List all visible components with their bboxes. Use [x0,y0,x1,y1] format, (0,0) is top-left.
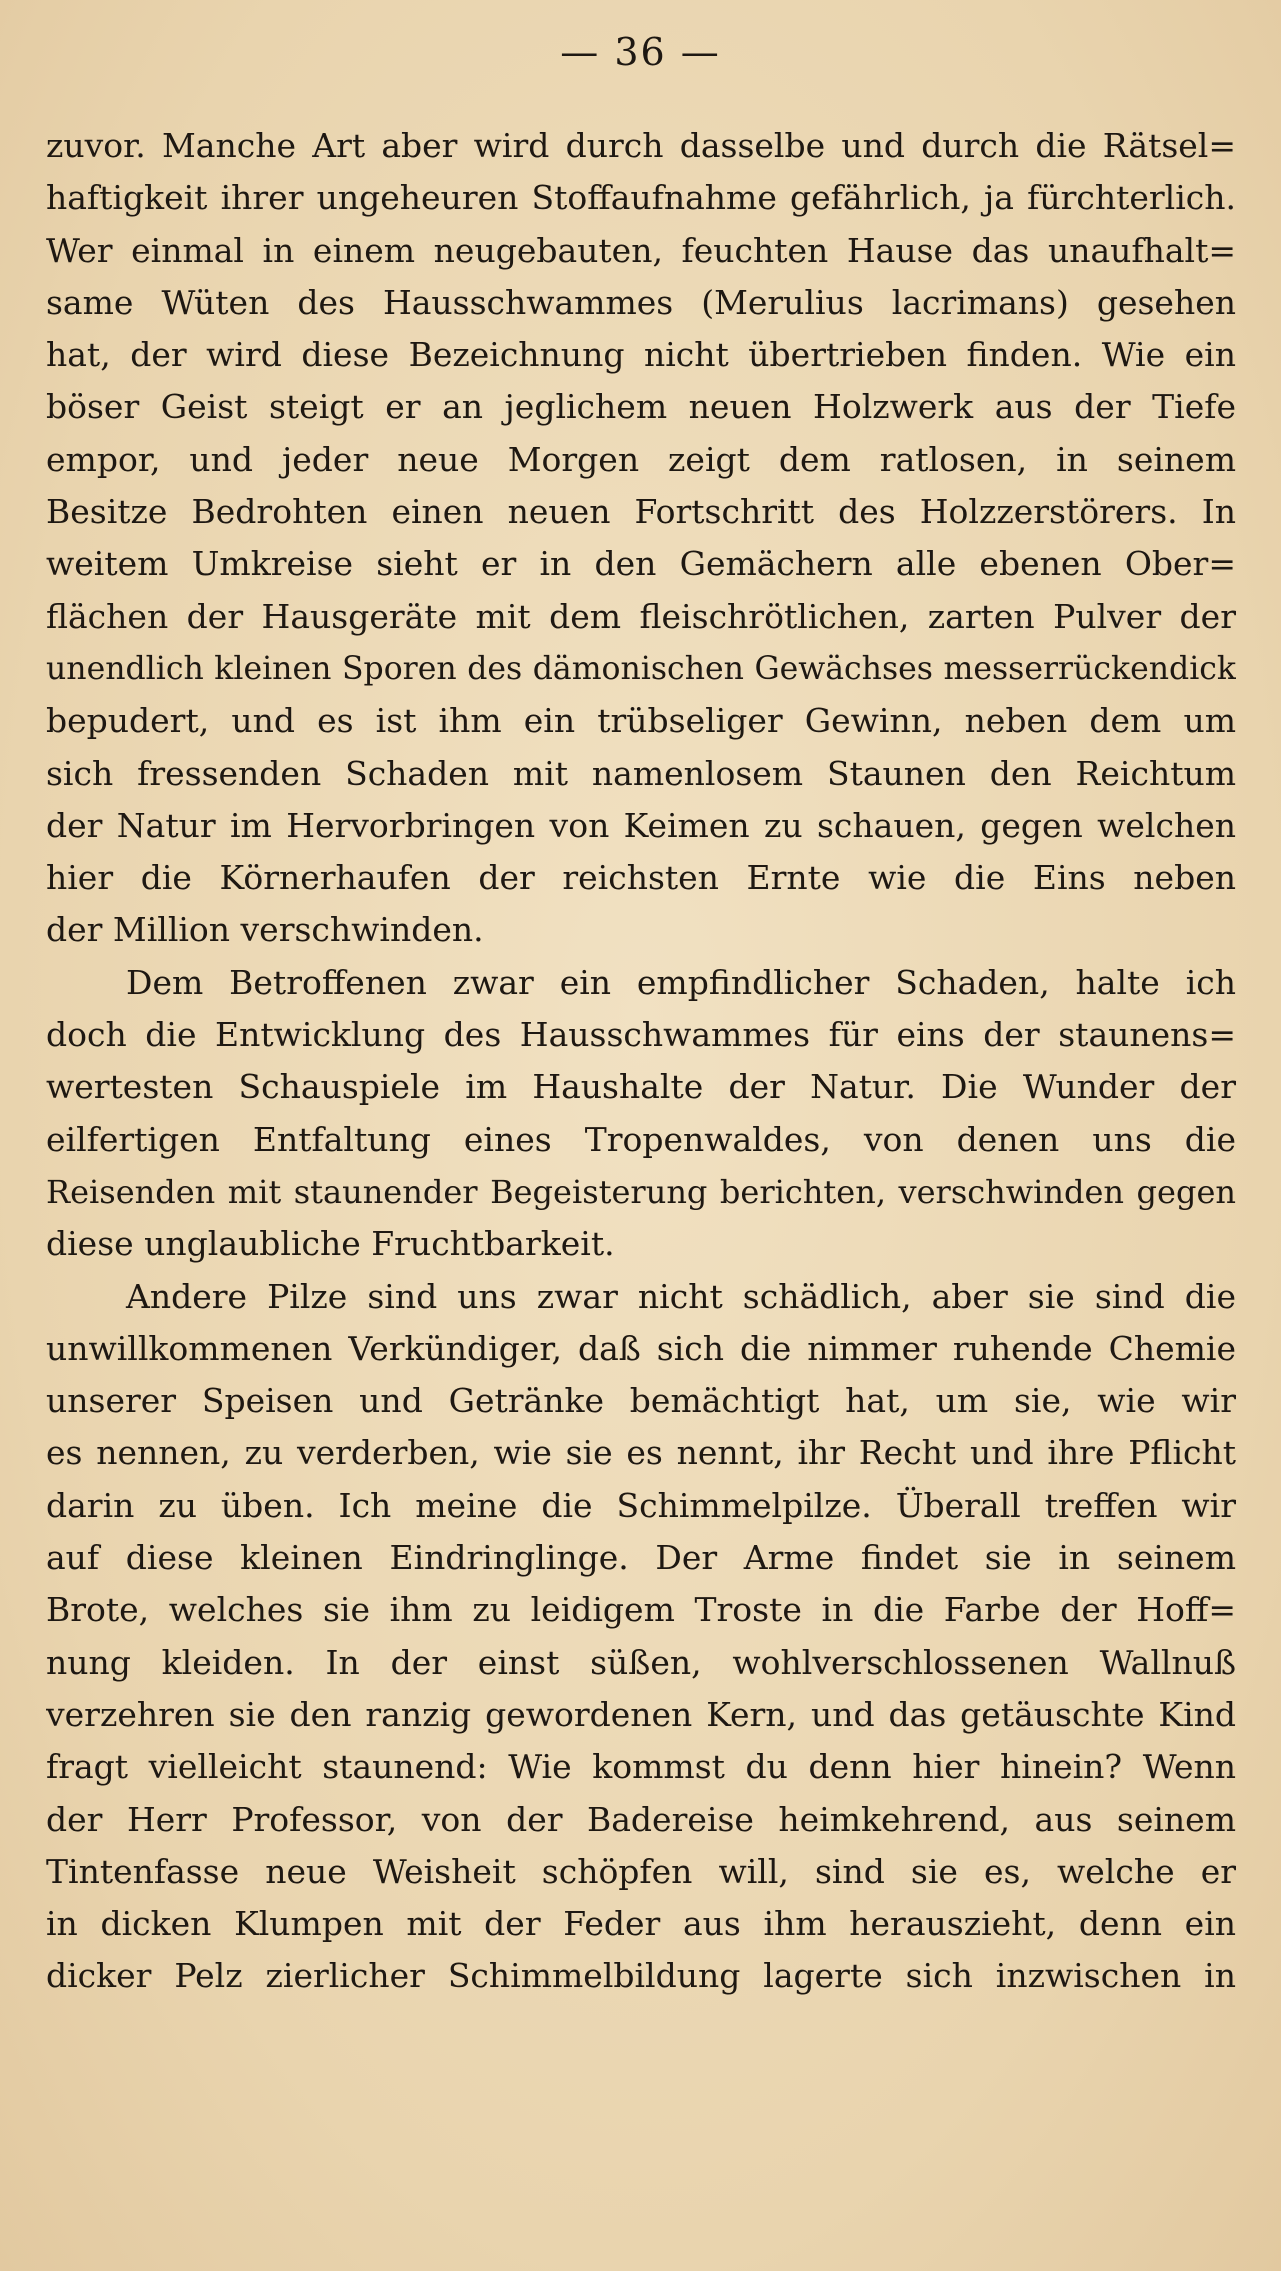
text-line: verzehren sie den ranzig gewordenen Kern, und das getäuschte Kind [46,1694,1236,1734]
text-line: darin zu üben. Ich meine die Schimmelpilze. Überall treffen wir [46,1485,1236,1525]
text-line: unserer Speisen und Getränke bemächtigt hat, um sie, wie wir [46,1381,1236,1421]
text-line: wertesten Schauspiele im Haushalte der Natur. Die Wunder der [46,1067,1236,1107]
text-line: diese unglaubliche Fruchtbarkeit. [46,1224,615,1264]
text-line: Dem Betroffenen zwar ein empfindlicher Schaden, halte ich [126,962,1236,1002]
text-line: dicker Pelz zierlicher Schimmelbildung lagerte sich inzwischen in [46,1956,1236,1996]
text-line: der Million verschwinden. [46,910,484,950]
text-line: fragt vielleicht staunend: Wie kommst du denn hier hinein? Wenn [46,1747,1236,1787]
text-line: Wer einmal in einem neugebauten, feuchten Hause das unaufhalt= [46,230,1236,270]
text-line: hat, der wird diese Bezeichnung nicht übertrieben finden. Wie ein [46,335,1236,375]
text-line: Brote, welches sie ihm zu leidigem Troste in die Farbe der Hoff= [46,1590,1236,1630]
text-line: weitem Umkreise sieht er in den Gemächern alle ebenen Ober= [46,544,1236,584]
text-line: der Natur im Hervorbringen von Keimen zu schauen, gegen welchen [46,805,1236,845]
text-line: Andere Pilze sind uns zwar nicht schädlich, aber sie sind die [126,1276,1236,1316]
text-line: auf diese kleinen Eindringlinge. Der Arme findet sie in seinem [46,1538,1236,1578]
text-line: Reisenden mit staunender Begeisterung berichten, verschwinden gegen [46,1172,1236,1211]
text-line: same Wüten des Hausschwammes (Merulius lacrimans) gesehen [46,282,1236,322]
text-line: doch die Entwicklung des Hausschwammes für eins der staunens= [46,1015,1236,1055]
text-line: haftigkeit ihrer ungeheuren Stoffaufnahme gefährlich, ja fürchterlich. [46,178,1236,218]
text-line: empor, und jeder neue Morgen zeigt dem ratlosen, in seinem [46,439,1236,479]
text-line: eilfertigen Entfaltung eines Tropenwaldes, von denen uns die [46,1119,1236,1159]
text-line: bepudert, und es ist ihm ein trübseliger Gewinn, neben dem um [46,701,1236,741]
text-line: in dicken Klumpen mit der Feder aus ihm herauszieht, denn ein [46,1904,1236,1944]
text-line: unendlich kleinen Sporen des dämonischen Gewächses messerrückendick [46,650,1236,687]
text-line: sich fressenden Schaden mit namenlosem Staunen den Reichtum [46,753,1236,793]
text-line: hier die Körnerhaufen der reichsten Ernte wie die Eins neben [46,858,1236,898]
page-number: — 36 — [560,30,721,74]
text-line: Besitze Bedrohten einen neuen Fortschritt des Holzzerstörers. In [46,492,1236,532]
text-line: Tintenfasse neue Weisheit schöpfen will, sind sie es, welche er [46,1851,1236,1891]
body-text [46,120,1236,2003]
text-line: flächen der Hausgeräte mit dem fleischrötlichen, zarten Pulver der [46,596,1236,636]
text-line: nung kleiden. In der einst süßen, wohlverschlossenen Wallnuß [46,1642,1236,1682]
text-line: es nennen, zu verderben, wie sie es nennt, ihr Recht und ihre Pflicht [46,1433,1236,1473]
text-line: der Herr Professor, von der Badereise heimkehrend, aus seinem [46,1799,1236,1839]
text-line: böser Geist steigt er an jeglichem neuen Holzwerk aus der Tiefe [46,387,1236,427]
text-line: zuvor. Manche Art aber wird durch dasselbe und durch die Rätsel= [46,126,1236,165]
text-line: unwillkommenen Verkündiger, daß sich die nimmer ruhende Chemie [46,1328,1236,1368]
